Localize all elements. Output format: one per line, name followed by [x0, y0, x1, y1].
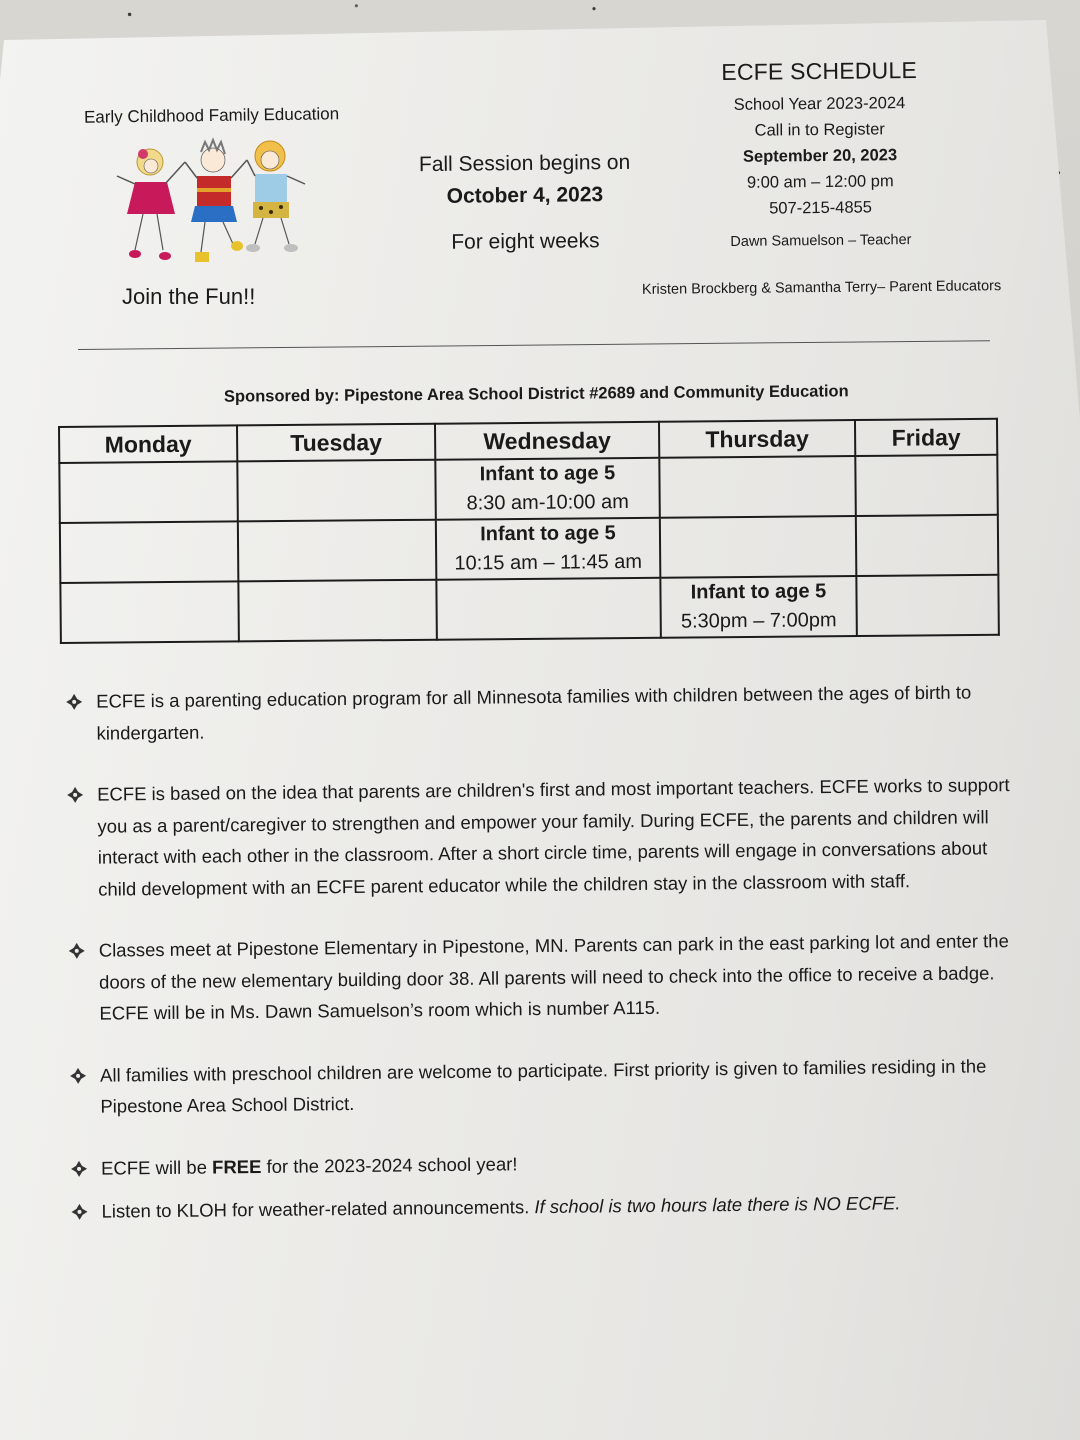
bullet-text-pre: ECFE will be	[100, 1155, 213, 1179]
cell-wednesday	[436, 578, 661, 640]
bullet-program-description	[66, 676, 1027, 749]
dancing-children-illustration	[105, 132, 320, 272]
schedule-title: ECFE SCHEDULE	[721, 56, 918, 86]
table-row	[60, 575, 998, 643]
tagline: Join the Fun!!	[122, 284, 256, 309]
class-time: 10:15 am – 11:45 am	[454, 550, 643, 575]
cell-tuesday	[238, 580, 437, 642]
teacher-name: Dawn Samuelson – Teacher	[730, 232, 912, 250]
diamond-bullet-icon	[71, 1204, 87, 1220]
cell-wednesday	[435, 458, 660, 520]
diamond-bullet-icon	[69, 943, 85, 959]
weekly-schedule-table	[58, 418, 1000, 644]
class-time: 8:30 am-10:00 am	[466, 491, 629, 515]
bullet-text-emphasis: FREE	[211, 1155, 262, 1177]
table-row	[60, 515, 998, 583]
bullet-text-post: for the 2023-2024 school year!	[261, 1152, 518, 1177]
diamond-bullet-icon	[70, 1067, 86, 1083]
bullet-text-italic: If school is two hours late there is NO ECFE.	[534, 1192, 901, 1218]
parent-educators: Kristen Brockberg & Samantha Terry– Parent Educators	[641, 278, 1002, 298]
class-age-range: Infant to age 5	[480, 522, 616, 546]
bullet-weather	[71, 1186, 1031, 1228]
cell-wednesday	[436, 518, 661, 580]
cell-monday	[60, 581, 239, 643]
registration-info	[689, 57, 951, 251]
register-hours: 9:00 am – 12:00 pm	[746, 172, 894, 192]
session-info	[399, 151, 650, 256]
cell-thursday	[659, 456, 856, 518]
class-time: 5:30pm – 7:00pm	[680, 609, 837, 633]
cell-friday	[856, 515, 999, 576]
cell-tuesday	[238, 520, 437, 582]
cell-tuesday	[237, 460, 436, 522]
session-duration: For eight weeks	[451, 229, 600, 254]
cell-friday	[856, 575, 999, 636]
session-start-date: October 4, 2023	[446, 183, 604, 208]
bullet-text: ECFE is based on the idea that parents are children's first and most important teachers. ECFE works to support you as a parent/caregiver to strengthen and empower your family. During ECFE, the parents and children will interact with each other in the classroom. After a short circle time, parents will engage in conversations about child development with an ECFE parent educator while the children stay in the classroom with staff.	[97, 774, 1010, 900]
org-name: Early Childhood Family Education	[83, 104, 340, 127]
sponsor-line: Sponsored by: Pipestone Area School District #2689 and Community Education	[223, 382, 849, 406]
header-tuesday: Tuesday	[237, 424, 435, 462]
phone-number: 507-215-4855	[769, 198, 873, 218]
header-wednesday: Wednesday	[435, 422, 659, 460]
bullet-text: Classes meet at Pipestone Elementary in Pipestone, MN. Parents can park in the east parking lot and enter the doors of the new elementary building door 38. All parents will need to check into the office to receive a badge. ECFE will be in Ms. Dawn Samuelson’s room which is number A115.	[98, 930, 1009, 1024]
register-date: September 20, 2023	[742, 146, 898, 166]
bullet-text: All families with preschool children are welcome to participate. First priority is given to families residing in the Pipestone Area School District.	[99, 1054, 987, 1117]
bullet-location	[69, 925, 1030, 1030]
bullet-text-pre: Listen to KLOH for weather-related announcements.	[101, 1196, 535, 1222]
cell-monday	[59, 461, 238, 523]
school-year: School Year 2023-2024	[733, 94, 906, 114]
bullet-free	[71, 1142, 1031, 1184]
cell-monday	[60, 521, 239, 583]
info-bullet-list	[66, 676, 1032, 1240]
table-row	[59, 455, 997, 523]
header-friday: Friday	[855, 419, 997, 456]
bullet-text: ECFE is a parenting education program for all Minnesota families with children between the ages of birth to kindergarten.	[96, 681, 972, 744]
cell-friday	[855, 455, 998, 516]
session-intro: Fall Session begins on	[418, 150, 631, 177]
header-monday: Monday	[59, 425, 237, 463]
cell-thursday	[660, 516, 857, 578]
diamond-bullet-icon	[67, 787, 83, 803]
header-thursday: Thursday	[659, 420, 855, 458]
class-age-range: Infant to age 5	[479, 462, 616, 486]
diamond-bullet-icon	[71, 1160, 87, 1176]
class-age-range: Infant to age 5	[690, 580, 827, 604]
register-label: Call in to Register	[754, 120, 885, 140]
diamond-bullet-icon	[66, 694, 82, 710]
bullet-program-philosophy	[67, 769, 1028, 905]
bullet-eligibility	[70, 1049, 1031, 1122]
cell-thursday	[660, 576, 857, 638]
